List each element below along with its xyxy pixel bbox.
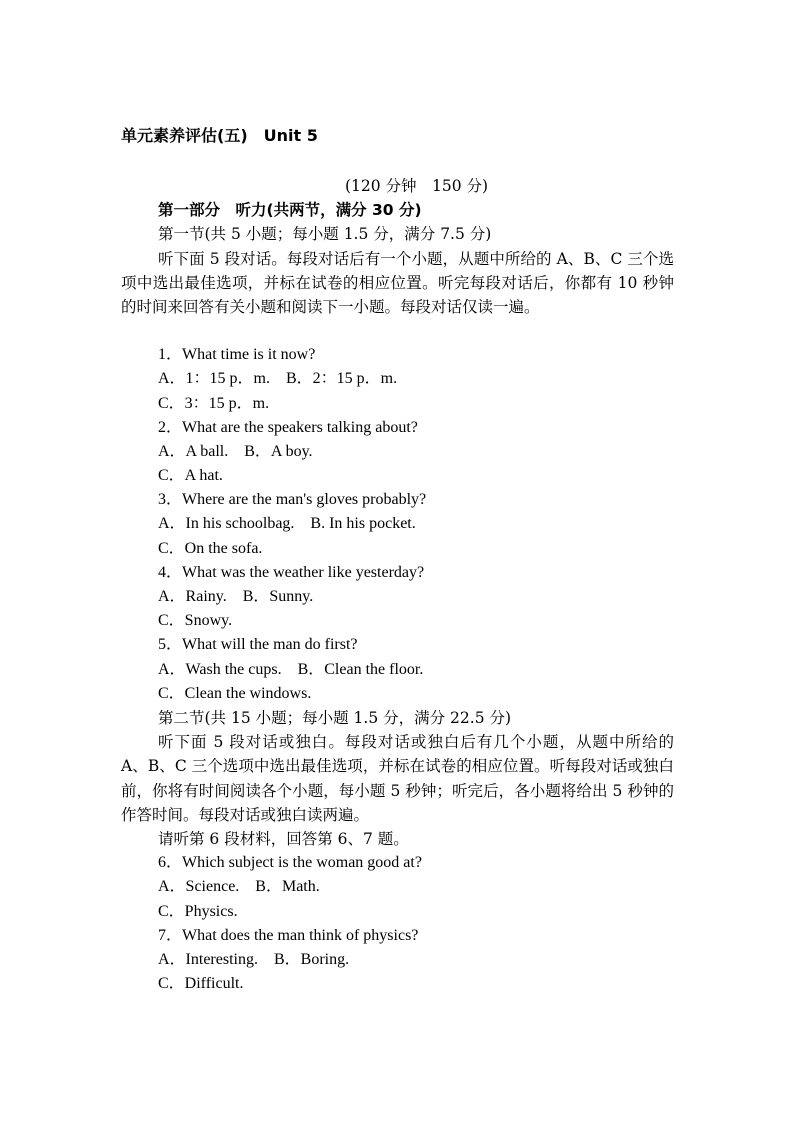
question-stem: 3．Where are the man's gloves probably? <box>158 491 427 509</box>
exam-duration-score: (120 分钟 150 分) <box>344 177 489 195</box>
question-stem: 6．Which subject is the woman good at? <box>158 854 422 872</box>
question-options: A．Interesting. B．Boring. <box>158 950 350 968</box>
part1-heading: 第一部分 听力(共两节，满分 30 分) <box>158 201 422 220</box>
question-options: C．Difficult. <box>158 975 244 993</box>
question-options: A．Science. B．Math. <box>158 878 320 896</box>
section2-instructions: 听下面 5 段对话或独白。每段对话或独白后有几个小题，从题中所给的 A、B、C 三个选项中选出最佳选项，并标在试卷的相应位置。听每段对话或独白前，你将有时间阅读各个小题，每小题 5 秒钟；听完后，各小题将给出 5 秒钟的作答时间。每段对话或独白读两遍。 <box>121 733 674 824</box>
question-options: A．In his schoolbag. B. In his pocket. <box>158 515 416 533</box>
question-options: C．A hat. <box>158 467 223 485</box>
document-title: 单元素养评估(五) Unit 5 <box>121 126 318 145</box>
section2-heading: 第二节(共 15 小题；每小题 1.5 分，满分 22.5 分) <box>158 708 512 727</box>
question-options: A．A ball. B．A boy. <box>158 442 313 460</box>
question-stem: 1．What time is it now? <box>158 346 316 364</box>
section1-heading: 第一节(共 5 小题；每小题 1.5 分，满分 7.5 分) <box>158 225 492 244</box>
section1-instructions: 听下面 5 段对话。每段对话后有一个小题，从题中所给的 A、B、C 三个选项中选出最佳选项，并标在试卷的相应位置。听完每段对话后，你都有 10 秒钟的时间来回答有关小题和阅读下一小题。每段对话仅读一遍。 <box>121 249 674 316</box>
question-options: A．1：15 p．m. B．2：15 p．m. <box>158 370 398 388</box>
question-options: A．Wash the cups. B．Clean the floor. <box>158 660 424 678</box>
question-stem: 5．What will the man do first? <box>158 636 358 654</box>
question-stem: 4．What was the weather like yesterday? <box>158 563 425 581</box>
question-options: C．On the sofa. <box>158 539 263 557</box>
question-options: C．Snowy. <box>158 612 233 630</box>
question-options: C．3：15 p．m. <box>158 394 270 412</box>
question-stem: 2．What are the speakers talking about? <box>158 418 418 436</box>
material-prompt: 请听第 6 段材料，回答第 6、7 题。 <box>158 829 409 848</box>
document-page <box>121 124 674 996</box>
question-options: A．Rainy. B．Sunny. <box>158 588 314 606</box>
question-stem: 7．What does the man think of physics? <box>158 926 419 944</box>
spacer <box>121 319 674 343</box>
question-options: C．Physics. <box>158 902 238 920</box>
question-options: C．Clean the windows. <box>158 684 312 702</box>
